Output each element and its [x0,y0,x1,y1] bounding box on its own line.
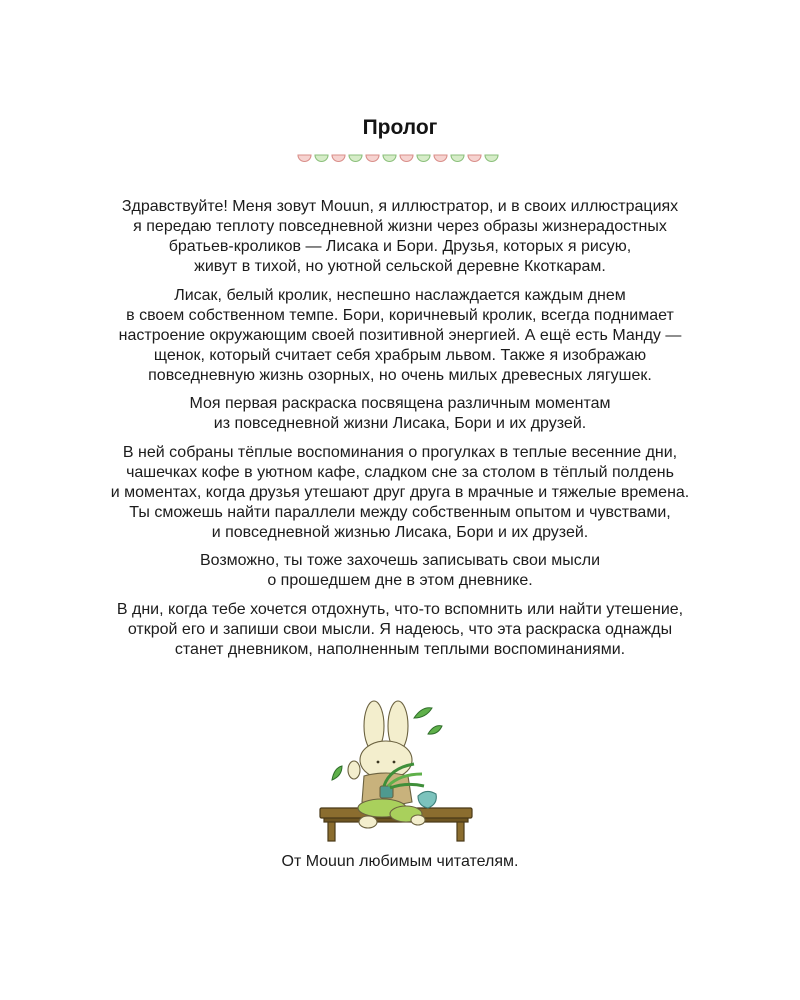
ornament-scallop [298,155,311,162]
text-line: открой его и запиши свои мысли. Я надеюсь, что эта раскраска однажды [127,620,673,638]
text-line: Возможно, ты тоже захочешь записывать свои мысли [199,552,601,569]
leaf-icon [414,708,432,718]
text-line: Лисак, белый кролик, неспешно наслаждается каждым днем [174,286,626,304]
ornament-scallop [366,155,379,162]
bunny-arm [348,761,360,779]
text-line: станет дневником, наполненным теплыми воспоминаниями. [174,640,626,658]
ornament-scallop [485,155,498,162]
bunny-foot [359,816,377,828]
ornament-scallop [383,155,396,162]
bag-icon [418,791,436,808]
prologue-text [0,197,800,668]
ornament-scallop [468,155,481,162]
illustration-caption: От Mouun любимым читателям. [281,853,519,870]
bunny-on-bench-illustration [310,690,490,845]
ornament-scallop [400,155,413,162]
text-line: Здравствуйте! Меня зовут Mouun, я иллюстратор, и в своих иллюстрациях [121,198,679,215]
text-line: щенок, который считает себя храбрым львом. Также я изображаю [153,346,647,364]
text-line: о прошедшем дне в этом дневнике. [267,572,533,589]
text-line: В ней собраны тёплые воспоминания о прогулках в теплые весенние дни, [122,443,678,461]
bunny-eye [377,761,380,764]
paragraph-greeting [0,197,800,277]
paragraph-coloring-book [0,394,800,434]
paragraph-characters [0,286,800,386]
text-line: повседневную жизнь озорных, но очень милых древесных лягушек. [148,366,652,384]
text-line: Моя первая раскраска посвящена различным моментам [189,395,611,412]
text-line: в своем собственном темпе. Бори, коричневый кролик, всегда поднимает [126,306,674,324]
text-line: братьев-кроликов — Лисака и Бори. Друзья, которых я рисую, [168,238,632,255]
text-line: В дни, когда тебе хочется отдохнуть, что-то вспомнить или найти утешение, [116,600,684,618]
text-line: и повседневной жизнью Лисака, Бори и их друзей. [211,523,589,541]
title-ornament [296,153,504,165]
ornament-scallop [451,155,464,162]
ornament-scallop [332,155,345,162]
bunny-eye [393,761,396,764]
text-line: и моментах, когда друзья утешают друг друга в мрачные и тяжелые времена. [110,483,690,501]
leaf-icon [428,726,442,734]
text-line: я передаю теплоту повседневной жизни через образы жизнерадостных [133,218,667,235]
paragraph-closing [0,600,800,660]
ornament-scallop [349,155,362,162]
text-line: из повседневной жизни Лисака, Бори и их друзей. [213,415,587,432]
ornament-scallop [315,155,328,162]
paragraph-memories [0,443,800,543]
text-line: настроение окружающим своей позитивной энергией. А ещё есть Манду — [118,326,682,344]
page-title: Пролог [362,116,438,139]
text-line: живут в тихой, но уютной сельской деревне Ккоткарам. [194,258,606,275]
text-line: Ты сможешь найти параллели между собственным опытом и чувствами, [129,503,671,521]
leaf-icon [332,766,342,780]
bunny-foot [411,815,425,825]
text-line: чашечках кофе в уютном кафе, сладком сне за столом в тёплый полдень [126,463,674,481]
paragraph-diary [0,551,800,591]
ornament-scallop [434,155,447,162]
ornament-scallop [417,155,430,162]
